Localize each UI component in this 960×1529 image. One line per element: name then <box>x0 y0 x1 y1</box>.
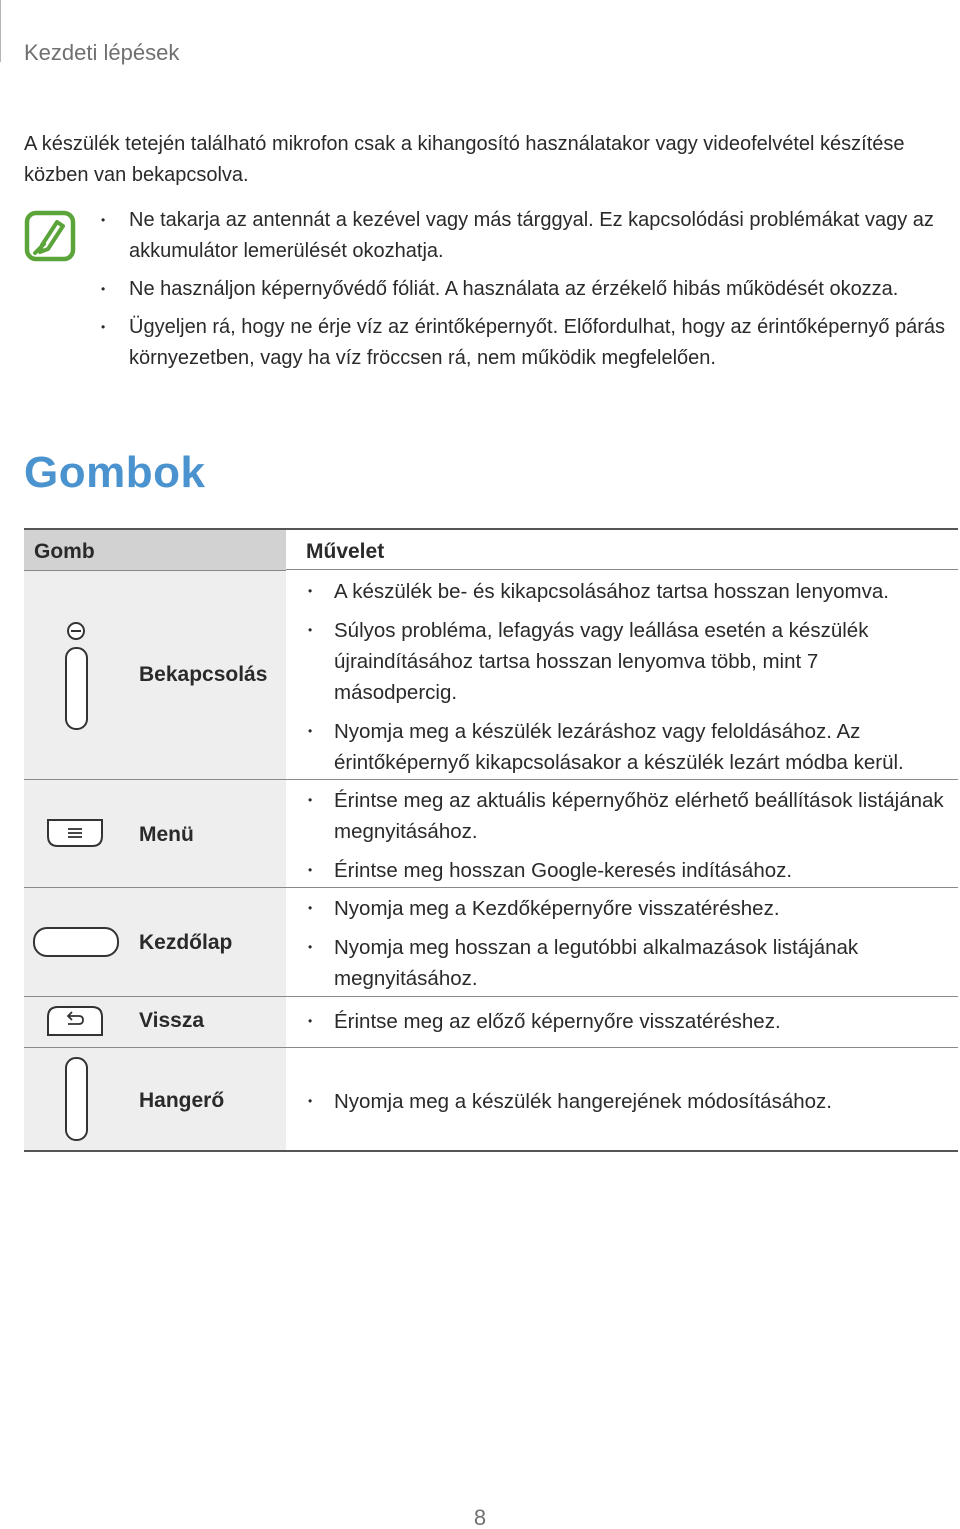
action-list <box>306 785 946 894</box>
note-list <box>99 205 959 381</box>
action-item: • Súlyos probléma, lefagyás vagy leállása esetén a készülék újraindításához tartsa hosszan lenyomva több, mint 7 másodpercig. <box>306 615 946 708</box>
action-item: • A készülék be- és kikapcsolásához tartsa hosszan lenyomva. <box>306 576 946 607</box>
note-pencil-icon <box>24 210 76 262</box>
table-row-menu <box>24 780 958 888</box>
page-number: 8 <box>473 1505 487 1529</box>
home-key-icon <box>32 926 120 958</box>
table-row-power <box>24 571 958 780</box>
action-list <box>306 1086 946 1125</box>
volume-key-icon <box>62 1056 92 1142</box>
table-row-home <box>24 888 958 997</box>
action-list <box>306 1006 946 1045</box>
action-item: • Érintse meg hosszan Google-keresés indításához. <box>306 855 946 886</box>
row-label: Menü <box>139 823 194 846</box>
action-item: • Érintse meg az előző képernyőre visszatéréshez. <box>306 1006 946 1037</box>
table-row-back <box>24 997 958 1048</box>
power-button-icon <box>62 621 92 731</box>
note-item: • Ügyeljen rá, hogy ne érje víz az érintőképernyőt. Előfordulhat, hogy az érintőképernyő párás környezetben, vagy ha víz fröccsen rá, nem működik megfelelően. <box>99 312 959 374</box>
action-item: • Nyomja meg a Kezdőképernyőre visszatéréshez. <box>306 893 946 924</box>
action-item: • Nyomja meg hosszan a legutóbbi alkalmazások listájának megnyitásához. <box>306 932 946 994</box>
back-key-icon <box>46 1005 104 1037</box>
action-list <box>306 893 946 1002</box>
note-item: • Ne takarja az antennát a kezével vagy más tárggyal. Ez kapcsolódási problémákat vagy az akkumulátor lemerülését okozhatja. <box>99 205 959 267</box>
action-item: • Érintse meg az aktuális képernyőhöz elérhető beállítások listájának megnyitásához. <box>306 785 946 847</box>
action-list <box>306 576 946 786</box>
row-label: Bekapcsolás <box>139 663 268 686</box>
row-label: Vissza <box>139 1009 204 1032</box>
table-row-volume <box>24 1048 958 1150</box>
action-item: • Nyomja meg a készülék lezáráshoz vagy feloldásához. Az érintőképernyő kikapcsolásakor a készülék lezárt módba kerül. <box>306 716 946 778</box>
table-bottom-rule <box>24 1150 958 1152</box>
page-edge-line <box>0 0 1 62</box>
row-label: Kezdőlap <box>139 931 233 954</box>
note-item: • Ne használjon képernyővédő fóliát. A használata az érzékelő hibás működését okozza. <box>99 274 959 305</box>
menu-key-icon <box>46 818 104 848</box>
intro-paragraph: A készülék tetején található mikrofon csak a kihangosító használatakor vagy videofelvétel készítése közben van bekapcsolva. <box>24 133 905 186</box>
section-header: Kezdeti lépések <box>24 40 180 65</box>
action-item: • Nyomja meg a készülék hangerejének módosításához. <box>306 1086 946 1117</box>
table-header-action: Művelet <box>286 530 958 570</box>
section-title: Gombok <box>24 448 206 497</box>
row-label: Hangerő <box>139 1089 225 1112</box>
table-header-button: Gomb <box>24 530 286 570</box>
